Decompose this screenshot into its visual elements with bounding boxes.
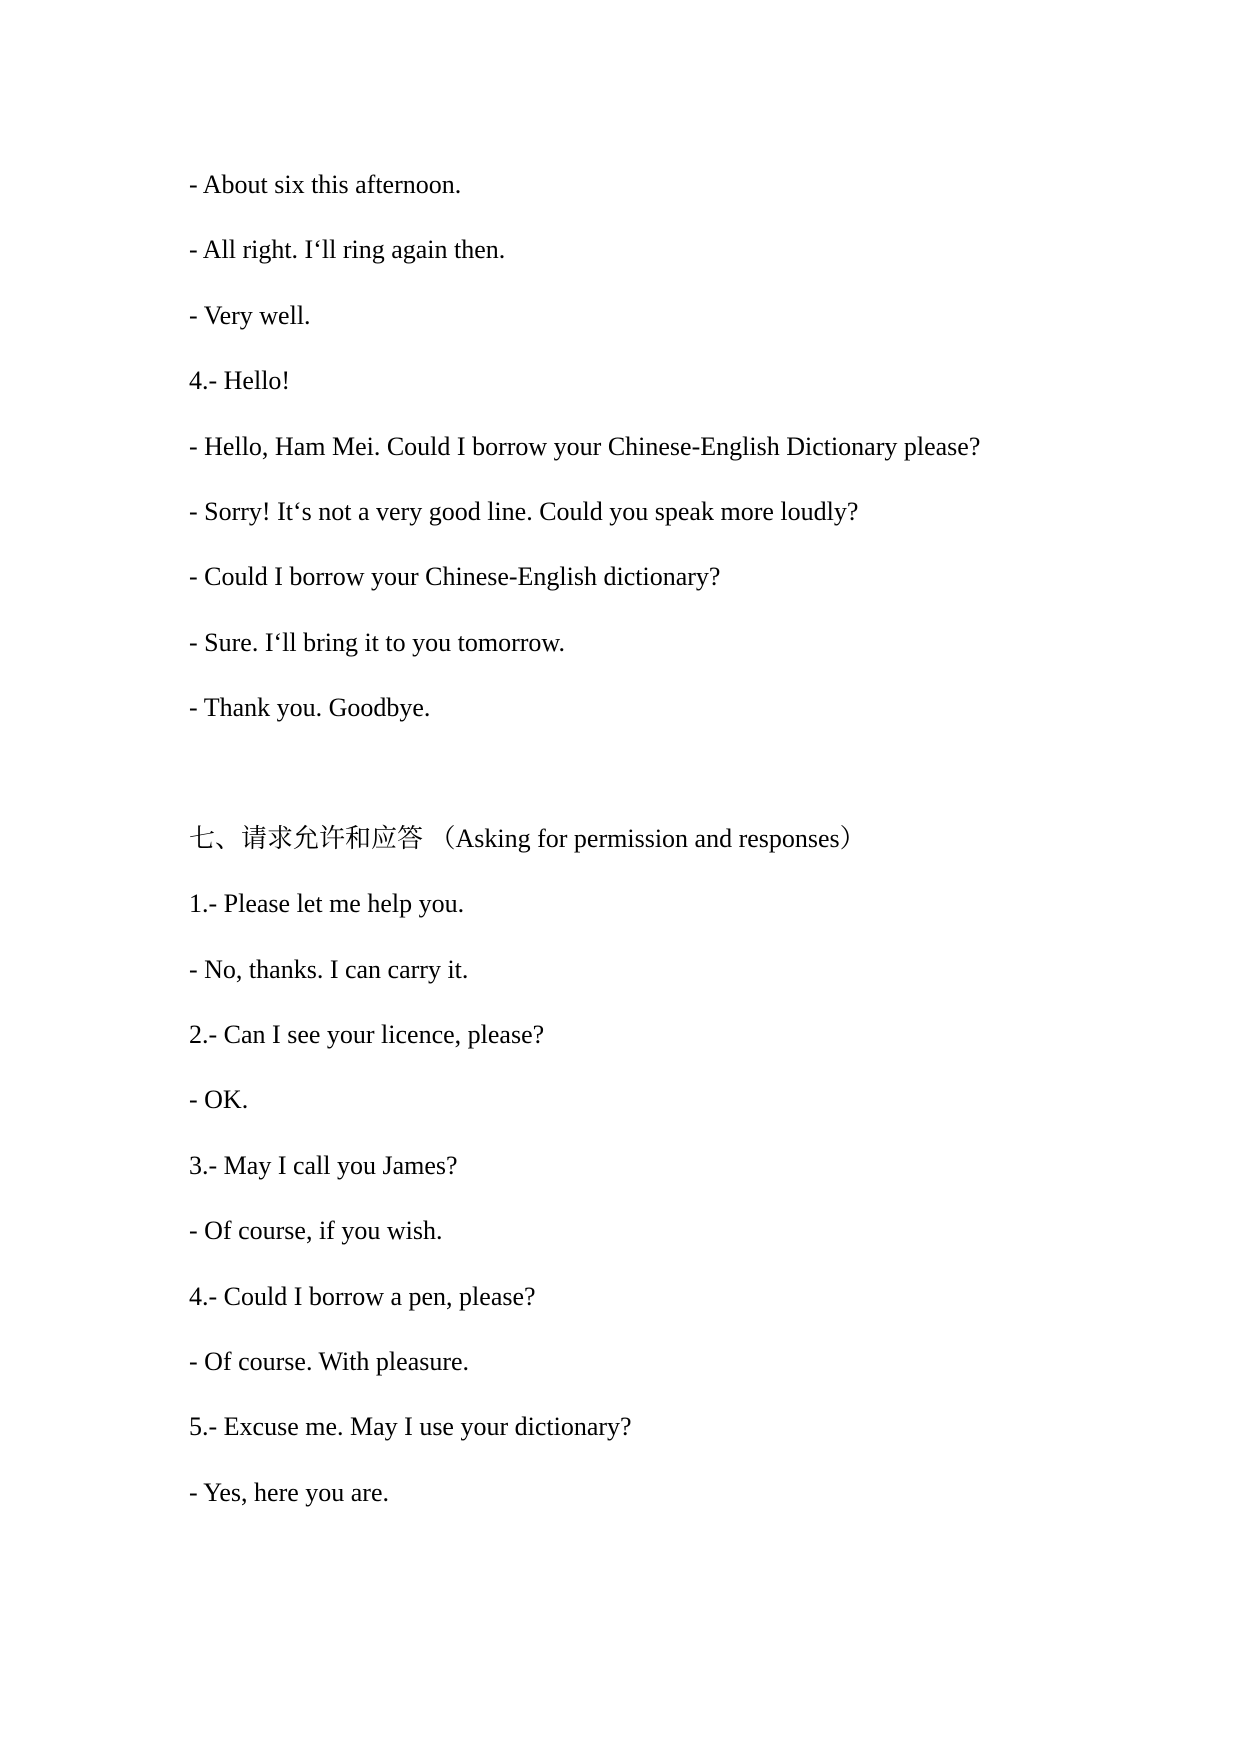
text-line: - No, thanks. I can carry it.	[189, 954, 469, 984]
text-line: - Thank you. Goodbye.	[189, 693, 431, 723]
text-line: - OK.	[189, 1085, 249, 1115]
text-line: - Sorry! It‘s not a very good line. Could you speak more loudly?	[189, 496, 859, 526]
text-line: 4.- Hello!	[189, 366, 291, 396]
text-line: 4.- Could I borrow a pen, please?	[189, 1281, 536, 1311]
text-line: 5.- Excuse me. May I use your dictionary?	[189, 1412, 632, 1442]
text-line: - Sure. I‘ll bring it to you tomorrow.	[189, 627, 565, 657]
section-heading: 七、请求允许和应答 （Asking for permission and responses）	[189, 823, 866, 853]
text-line: - About six this afternoon.	[189, 170, 462, 199]
text-line: - Yes, here you are.	[189, 1477, 390, 1507]
spacer	[189, 741, 1057, 806]
text-line: 1.- Please let me help you.	[189, 889, 465, 919]
text-line: - Of course. With pleasure.	[189, 1347, 470, 1377]
text-paragraph: - Hello, Ham Mei. Could I borrow your Chinese-English Dictionary please?	[189, 431, 981, 461]
text-line: 3.- May I call you James?	[189, 1150, 458, 1180]
text-line: - All right. I‘ll ring again then.	[189, 235, 506, 265]
document-page	[189, 152, 1057, 1525]
text-line: 2.- Can I see your licence, please?	[189, 1020, 545, 1050]
text-line: - Of course, if you wish.	[189, 1216, 443, 1246]
text-line: - Very well.	[189, 300, 311, 330]
text-line: - Could I borrow your Chinese-English dictionary?	[189, 562, 721, 592]
